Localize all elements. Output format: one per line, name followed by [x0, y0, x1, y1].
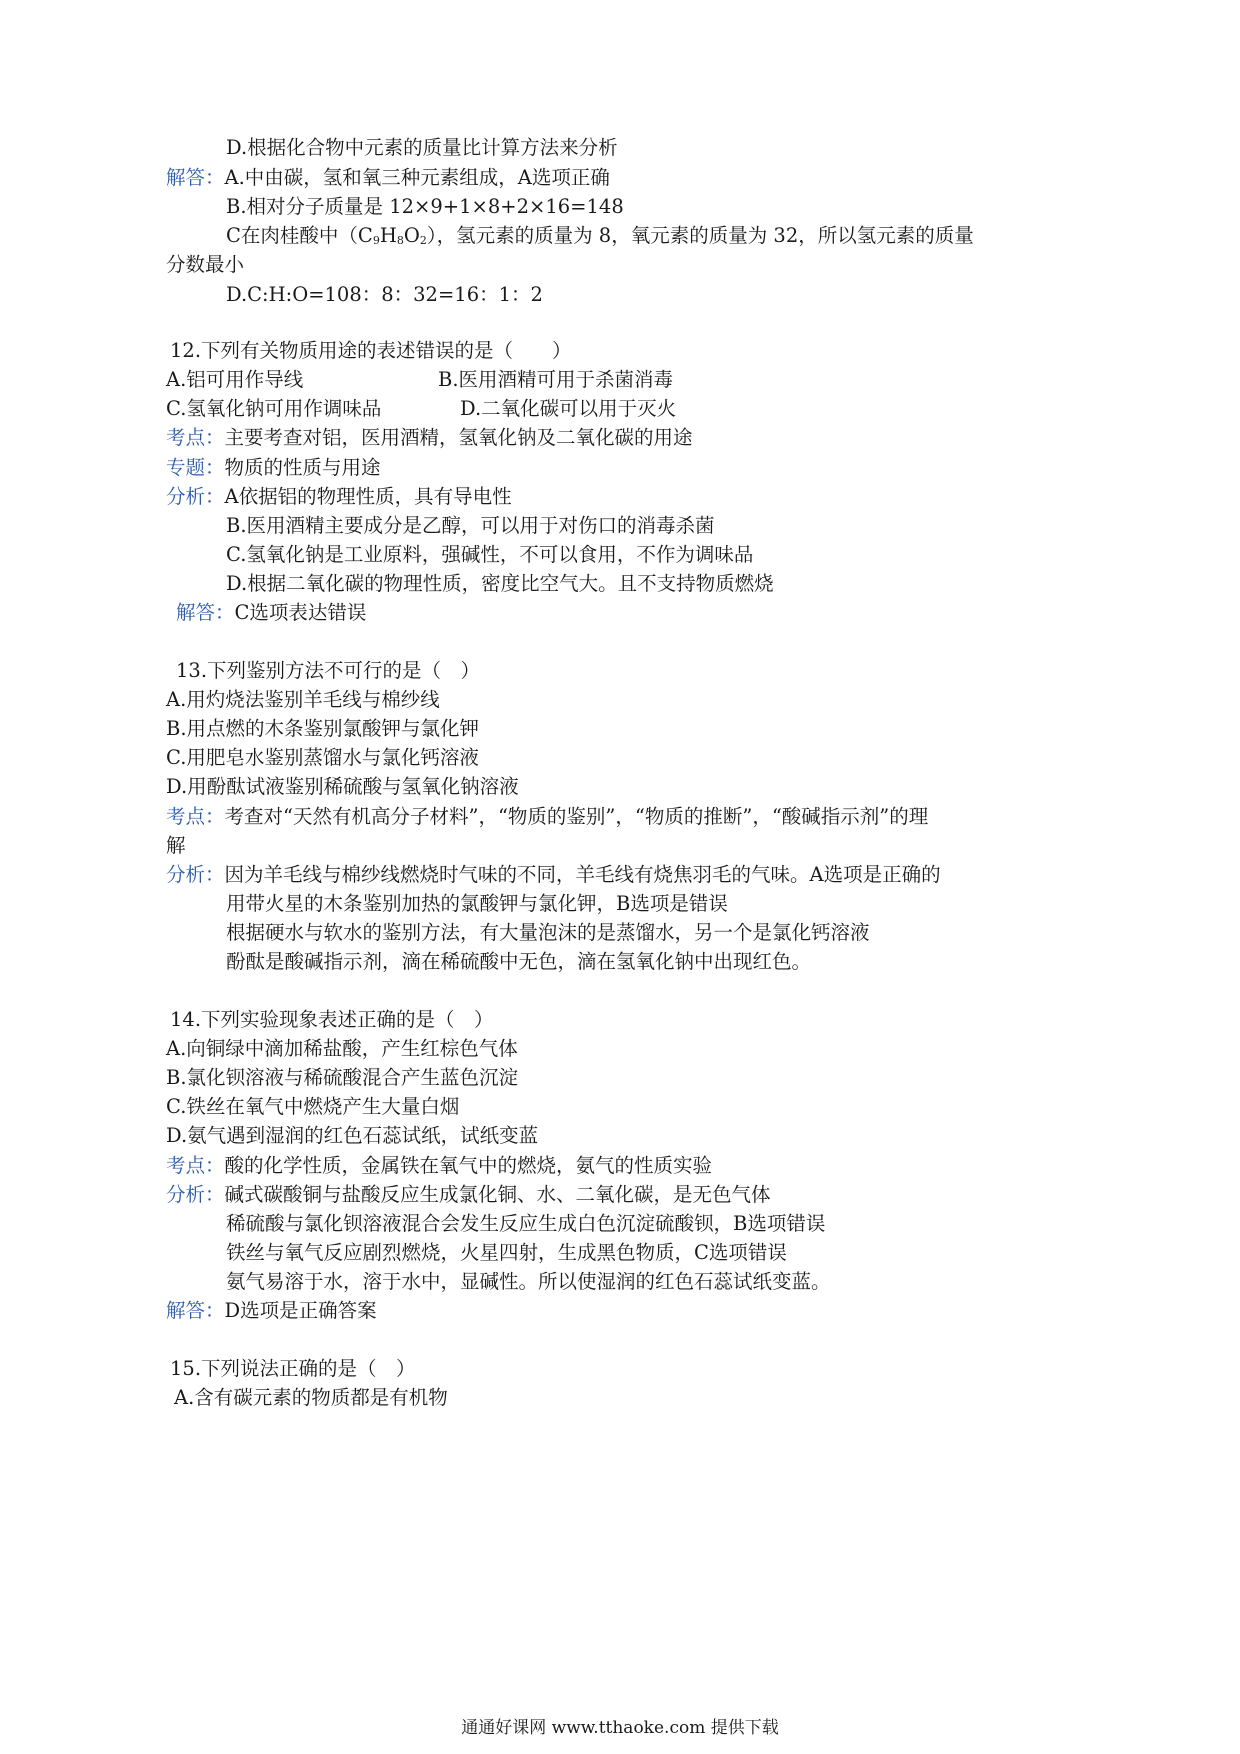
- q13-kaodian-row: [166, 803, 928, 831]
- q14-fenxi-2: 稀硫酸与氯化钡溶液混合会发生反应生成白色沉淀硫酸钡，B选项错误: [226, 1212, 826, 1235]
- q13-fenxi-3: 根据硬水与软水的鉴别方法，有大量泡沫的是蒸馏水，另一个是氯化钙溶液: [226, 921, 870, 944]
- fenxi-label: 分析：: [166, 485, 225, 508]
- q12-fenxi-a: A依据铝的物理性质，具有导电性: [224, 485, 512, 508]
- q12-stem: 12.下列有关物质用途的表述错误的是（ ）: [170, 339, 572, 362]
- kaodian-label: 考点：: [166, 426, 225, 449]
- formula-sub-c: 9: [372, 234, 380, 247]
- q12-option-c: C.氢氧化钠可用作调味品: [166, 397, 382, 420]
- q12-option-b: B.医用酒精可用于杀菌消毒: [438, 368, 674, 391]
- q14-option-c: C.铁丝在氧气中燃烧产生大量白烟: [166, 1095, 460, 1118]
- q13-option-d: D.用酚酞试液鉴别稀硫酸与氢氧化钠溶液: [166, 775, 519, 798]
- q13-fenxi-1: 因为羊毛线与棉纱线燃烧时气味的不同，羊毛线有烧焦羽毛的气味。A选项是正确的: [224, 863, 941, 886]
- q13-fenxi-row: [166, 861, 941, 889]
- q12-fenxi-b: B.医用酒精主要成分是乙醇，可以用于对伤口的消毒杀菌: [226, 514, 715, 537]
- kaodian-label: 考点：: [166, 1154, 225, 1177]
- q11-answer-a: A.中由碳，氢和氧三种元素组成，A选项正确: [224, 166, 610, 189]
- q12-zhuanti-row: [166, 454, 381, 482]
- q13-kaodian: 考查对“天然有机高分子材料”，“物质的鉴别”，“物质的推断”，“酸碱指示剂”的理: [224, 805, 929, 828]
- answer-label: 解答：: [176, 601, 235, 624]
- q13-fenxi-4: 酚酞是酸碱指示剂，滴在稀硫酸中无色，滴在氢氧化钠中出现红色。: [226, 950, 812, 973]
- formula-sub-h: 8: [396, 234, 404, 247]
- page-footer: 通通好课网 www.tthaoke.com 提供下载: [461, 1718, 779, 1738]
- q15-stem: 15.下列说法正确的是（ ）: [170, 1357, 416, 1380]
- q14-kaodian: 酸的化学性质，金属铁在氧气中的燃烧，氨气的性质实验: [224, 1154, 713, 1177]
- q12-kaodian: 主要考查对铝，医用酒精，氢氧化钠及二氧化碳的用途: [224, 426, 693, 449]
- q11-answer-b: B.相对分子质量是 12×9+1×8+2×16=148: [226, 195, 624, 218]
- answer-label: 解答：: [166, 1299, 225, 1322]
- q12-kaodian-row: [166, 424, 693, 452]
- q11-answer-d: D.C:H:O=108：8：32=16：1：2: [226, 283, 543, 306]
- q12-fenxi-d: D.根据二氧化碳的物理性质，密度比空气大。且不支持物质燃烧: [226, 572, 774, 595]
- q11-answer-c-cont: 分数最小: [166, 253, 245, 276]
- q14-option-d: D.氨气遇到湿润的红色石蕊试纸，试纸变蓝: [166, 1124, 539, 1147]
- q14-stem: 14.下列实验现象表述正确的是（ ）: [170, 1008, 494, 1031]
- q12-fenxi-c: C.氢氧化钠是工业原料，强碱性，不可以食用，不作为调味品: [226, 543, 754, 566]
- q12-option-d: D.二氧化碳可以用于灭火: [460, 397, 677, 420]
- formula-o: O: [403, 224, 420, 247]
- q13-option-a: A.用灼烧法鉴别羊毛线与棉纱线: [166, 688, 440, 711]
- q11-answer-c-pre: C在肉桂酸中（C: [226, 224, 373, 247]
- formula-h: H: [379, 224, 397, 247]
- q13-stem: 13.下列鉴别方法不可行的是（ ）: [176, 659, 481, 682]
- q14-fenxi-1: 碱式碳酸铜与盐酸反应生成氯化铜、水、二氧化碳，是无色气体: [224, 1183, 771, 1206]
- q12-answer: C选项表达错误: [234, 601, 367, 624]
- zhuanti-label: 专题：: [166, 456, 225, 479]
- q13-fenxi-2: 用带火星的木条鉴别加热的氯酸钾与氯化钾，B选项是错误: [226, 892, 728, 915]
- fenxi-label: 分析：: [166, 863, 225, 886]
- q13-option-b: B.用点燃的木条鉴别氯酸钾与氯化钾: [166, 717, 480, 740]
- q12-zhuanti: 物质的性质与用途: [224, 456, 381, 479]
- q13-kaodian-cont: 解: [166, 834, 186, 857]
- q15-option-a: A.含有碳元素的物质都是有机物: [174, 1386, 448, 1409]
- q14-option-a: A.向铜绿中滴加稀盐酸，产生红棕色气体: [166, 1037, 518, 1060]
- q14-option-b: B.氯化钡溶液与稀硫酸混合产生蓝色沉淀: [166, 1066, 519, 1089]
- fenxi-label: 分析：: [166, 1183, 225, 1206]
- q11-answer-row-a: [166, 164, 610, 192]
- q13-option-c: C.用肥皂水鉴别蒸馏水与氯化钙溶液: [166, 746, 479, 769]
- q12-answer-row: [176, 599, 366, 627]
- q14-answer-row: [166, 1297, 377, 1325]
- q11-option-d-hint: D.根据化合物中元素的质量比计算方法来分析: [226, 136, 618, 159]
- q14-fenxi-4: 氨气易溶于水，溶于水中，显碱性。所以使湿润的红色石蕊试纸变蓝。: [226, 1270, 831, 1293]
- answer-label: 解答：: [166, 166, 225, 189]
- q12-fenxi-row: [166, 483, 512, 511]
- q12-option-a: A.铝可用作导线: [166, 368, 304, 391]
- formula-sub-o: 2: [419, 234, 427, 247]
- q14-kaodian-row: [166, 1152, 712, 1180]
- kaodian-label: 考点：: [166, 805, 225, 828]
- q14-answer: D选项是正确答案: [224, 1299, 377, 1322]
- q11-answer-c-post: ），氢元素的质量为 8，氧元素的质量为 32，所以氢元素的质量: [426, 224, 974, 247]
- q14-fenxi-3: 铁丝与氧气反应剧烈燃烧，火星四射，生成黑色物质，C选项错误: [226, 1241, 787, 1264]
- q11-answer-c: [226, 222, 974, 255]
- q14-fenxi-row: [166, 1181, 771, 1209]
